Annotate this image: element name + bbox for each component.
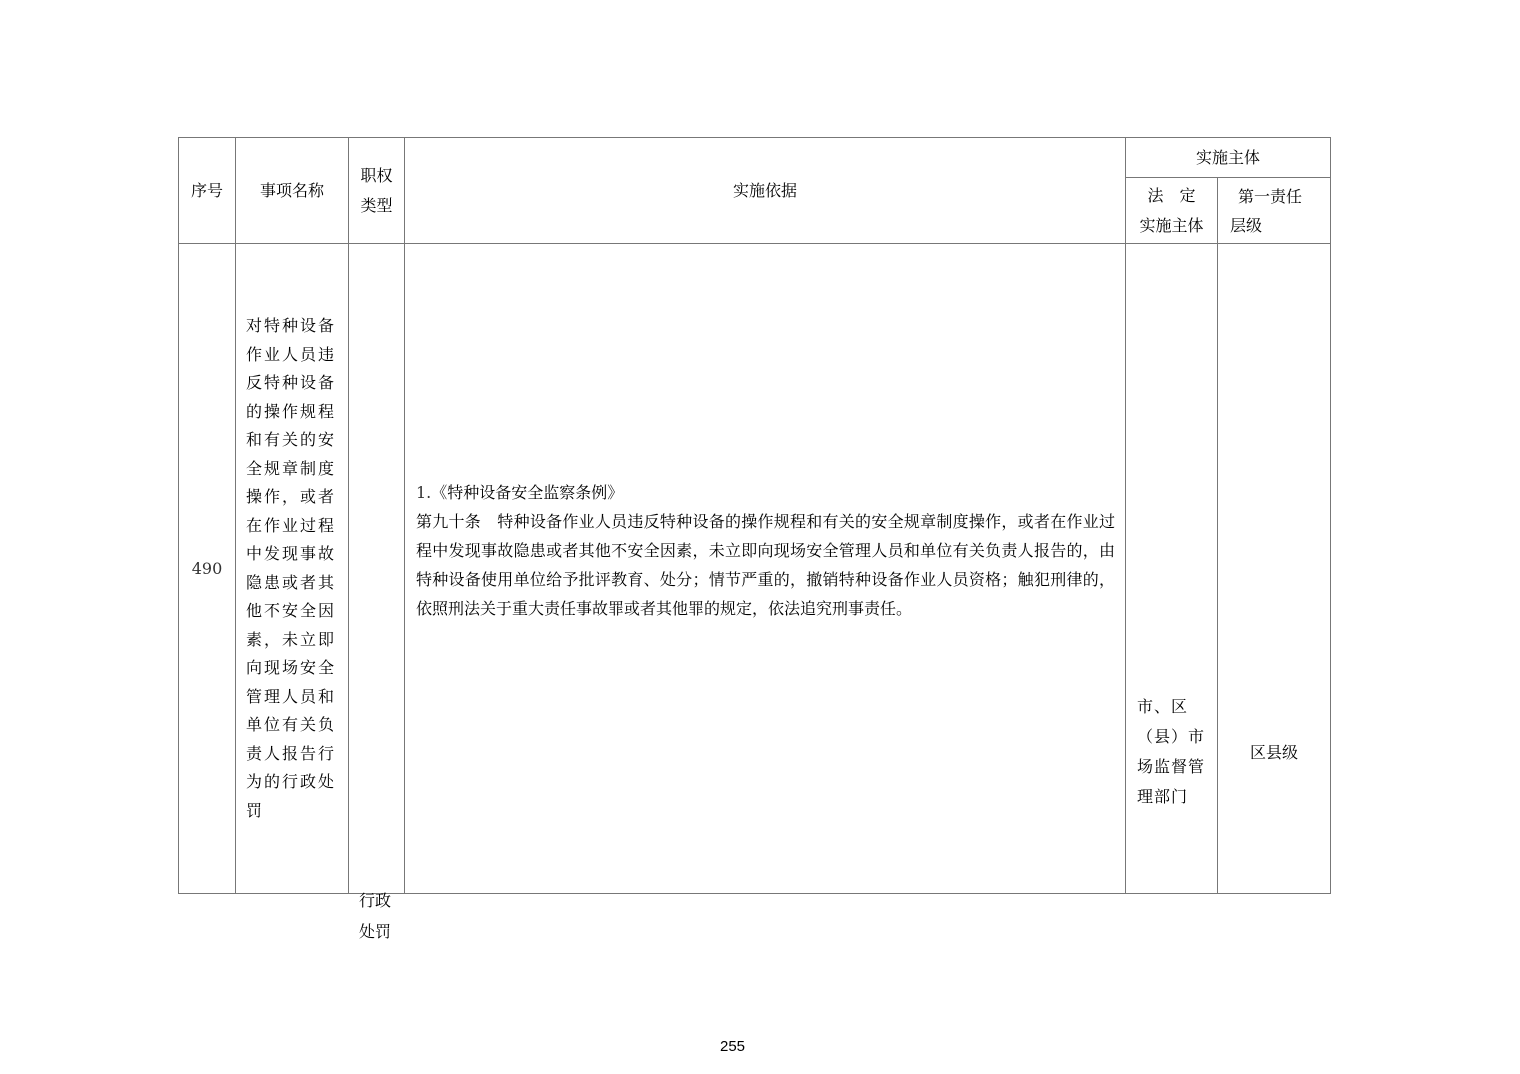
header-legal-line1: 法 定 bbox=[1147, 185, 1196, 205]
row-first-level bbox=[1218, 244, 1331, 894]
header-first-level bbox=[1218, 178, 1331, 244]
row-legal-subject bbox=[1126, 244, 1218, 894]
header-basis: 实施依据 bbox=[405, 138, 1126, 244]
row-type-line1: 行政 bbox=[359, 890, 392, 910]
row-type-line2: 处罚 bbox=[359, 921, 392, 941]
header-legal-line2: 实施主体 bbox=[1139, 215, 1204, 235]
basis-title bbox=[416, 478, 1115, 507]
header-type-line1: 职权 bbox=[360, 165, 393, 185]
row-seq: 490 bbox=[179, 244, 236, 894]
basis-num: 1. bbox=[416, 483, 432, 502]
row-basis bbox=[405, 244, 1126, 894]
header-first-line2: 层级 bbox=[1230, 215, 1263, 235]
table-row bbox=[179, 244, 1331, 894]
header-first-line1: 第一责任 bbox=[1238, 186, 1303, 206]
basis-text: 第九十条 特种设备作业人员违反特种设备的操作规程和有关的安全规章制度操作，或者在作业过程中发现事故隐患或者其他不安全因素，未立即向现场安全管理人员和单位有关负责人报告的，由特种设备使用单位给予批评教育、处分；情节严重的，撤销特种设备作业人员资格；触犯刑律的，依照刑法关于重大责任事故罪或者其他罪的规定，依法追究刑事责任。 bbox=[416, 512, 1115, 618]
page-number: 255 bbox=[719, 1038, 746, 1055]
row-name: 对特种设备作业人员违反特种设备的操作规程和有关的安全规章制度操作，或者在作业过程中发现事故隐患或者其他不安全因素，未立即向现场安全管理人员和单位有关负责人报告行为的行政处罚 bbox=[236, 244, 349, 894]
row-legal-subject-text: 市、区（县）市场监督管理部门 bbox=[1137, 696, 1206, 806]
authority-table bbox=[178, 137, 1331, 941]
header-seq: 序号 bbox=[179, 138, 236, 244]
header-legal-subject bbox=[1126, 178, 1218, 244]
basis-law: 《特种设备安全监察条例》 bbox=[431, 483, 624, 502]
header-name: 事项名称 bbox=[236, 138, 349, 244]
header-subject: 实施主体 bbox=[1126, 138, 1331, 178]
row-first-level-text: 区县级 bbox=[1250, 743, 1299, 762]
header-type-line2: 类型 bbox=[360, 195, 393, 215]
header-type bbox=[349, 138, 405, 244]
row-type bbox=[349, 244, 405, 941]
